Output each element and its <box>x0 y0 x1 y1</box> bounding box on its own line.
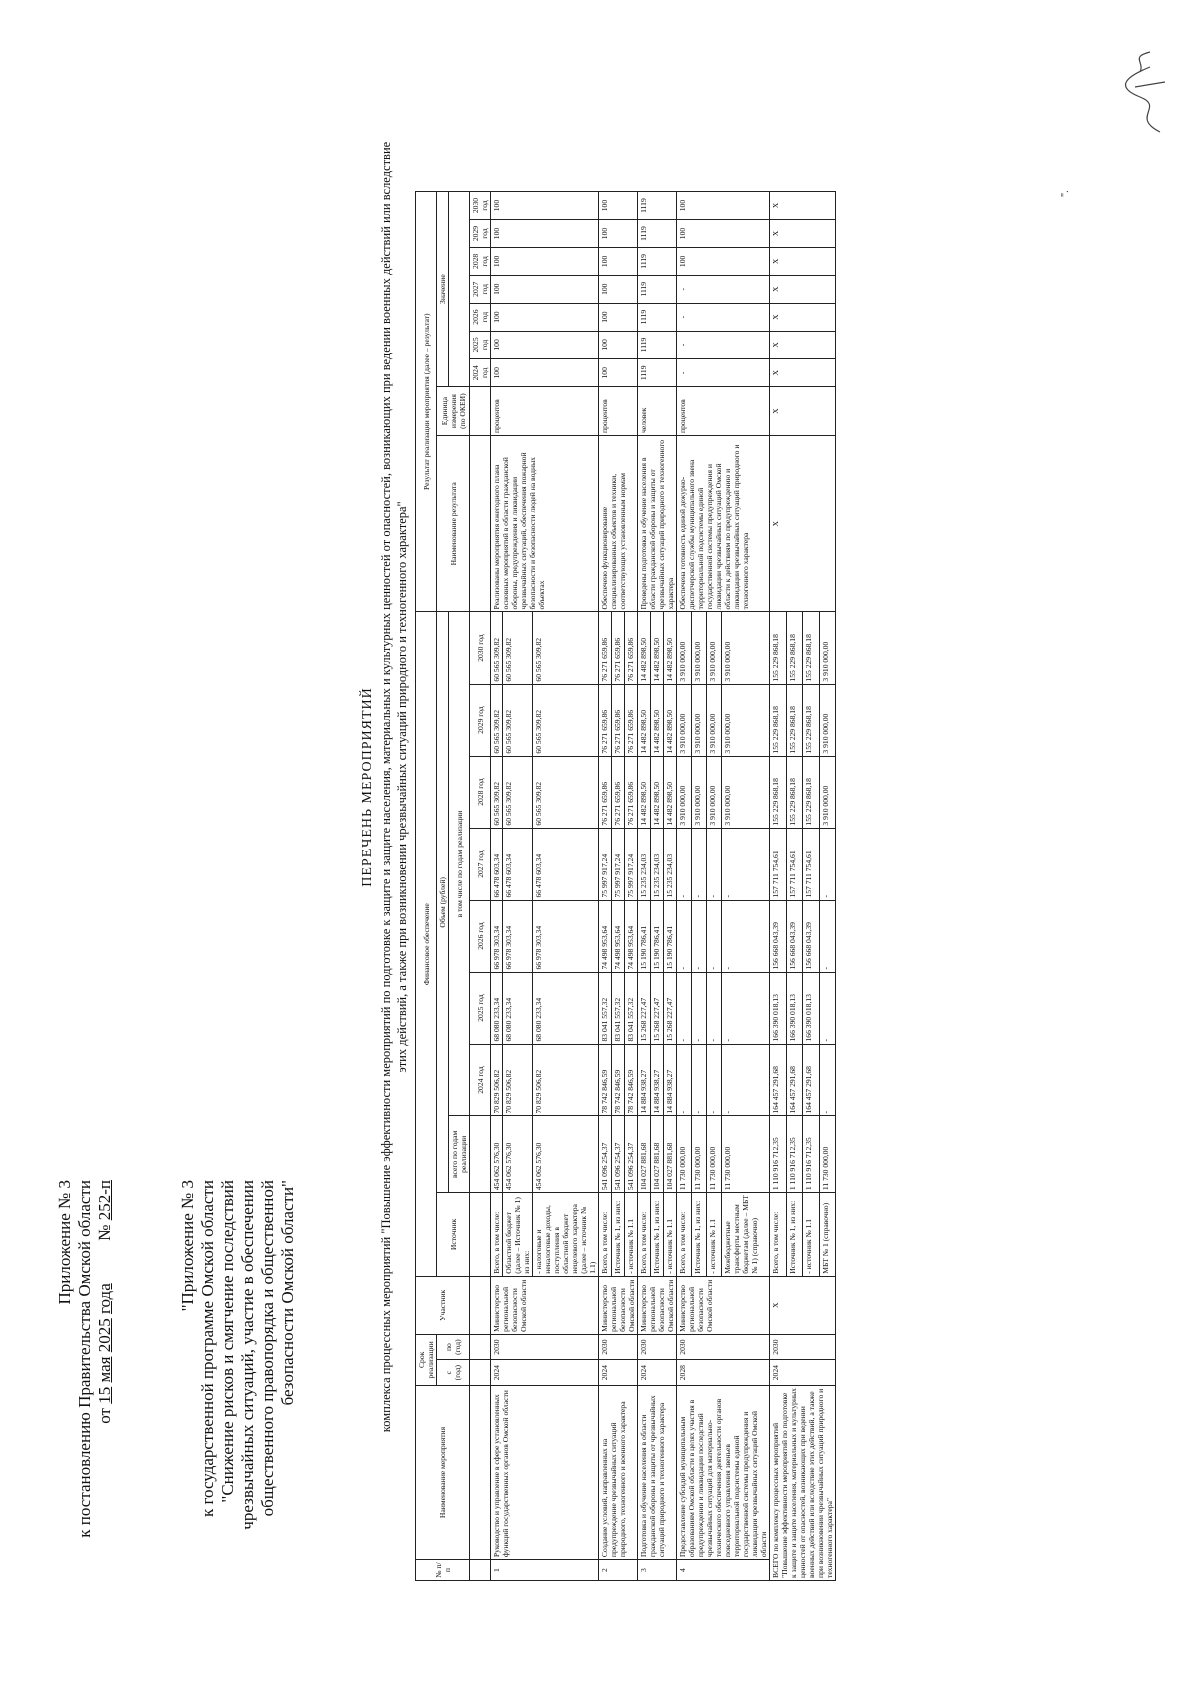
source-total: 454 062 576,30 <box>533 1116 599 1193</box>
header-spacer <box>470 387 491 436</box>
result-name: Реализованы мероприятия ежегодного плана основных мероприятий в области гражданской обороны, предупреждения и ликвидации чрезвычайных ситуаций, обеспечения пожарной безопасности и безопасности людей на водных объектах <box>491 436 599 613</box>
header-spacer <box>470 436 491 613</box>
year-value: 60 565 309,82 <box>503 756 533 828</box>
result-value: 100 <box>677 220 770 248</box>
row-num: 2 <box>599 1560 638 1581</box>
year-value: 157 711 754,61 <box>786 828 803 900</box>
year-value: 15 268 227,47 <box>638 972 651 1044</box>
year-value: 83 041 557,32 <box>625 972 638 1044</box>
year-value: - <box>819 1044 836 1116</box>
result-unit: процентов <box>599 387 638 436</box>
sub-appendix-label: "Приложение № 3 <box>178 1180 197 1312</box>
source-label: - источник № 1.1 <box>803 1193 820 1277</box>
table-row <box>599 192 612 1581</box>
year-value: 3 910 000,00 <box>819 756 836 828</box>
year-value: 3 910 000,00 <box>819 612 836 684</box>
year-value: - <box>677 828 692 900</box>
col-volume: Объем (рублей) <box>437 612 449 1193</box>
year-value: - <box>721 972 769 1044</box>
year-value: 166 390 018,13 <box>803 972 820 1044</box>
year-value: 14 884 938,27 <box>664 1044 677 1116</box>
row-num: 4 <box>677 1560 770 1581</box>
year-value: - <box>706 900 721 972</box>
year-value: 3 910 000,00 <box>706 612 721 684</box>
result-value: 1119 <box>638 247 677 275</box>
source-total: 11 730 000,00 <box>677 1116 692 1193</box>
source-label: Всего, в том числе: <box>677 1193 692 1277</box>
source-total: 541 096 254,37 <box>625 1116 638 1193</box>
year-value: 75 997 917,24 <box>599 828 612 900</box>
year-value: - <box>706 1044 721 1116</box>
row-participant: Министерство региональной безопасности Омской области <box>677 1276 770 1334</box>
year-value: 76 271 659,86 <box>612 612 625 684</box>
year-value: 3 910 000,00 <box>819 684 836 756</box>
year-value: 14 482 898,50 <box>651 756 664 828</box>
year-value: 166 390 018,13 <box>786 972 803 1044</box>
year-value: 14 482 898,50 <box>638 756 651 828</box>
year-value: 60 565 309,82 <box>491 612 503 684</box>
year-value: 155 229 868,18 <box>803 756 820 828</box>
result-value: 1119 <box>638 192 677 220</box>
year-value: 3 910 000,00 <box>721 612 769 684</box>
col-name: Наименование мероприятия <box>416 1385 470 1559</box>
source-total: 1 110 916 712,35 <box>786 1116 803 1193</box>
year-value: 155 229 868,18 <box>786 756 803 828</box>
year-value: 3 910 000,00 <box>691 612 706 684</box>
result-value: - <box>677 303 770 331</box>
year-col-header: 2029 год <box>470 684 491 756</box>
source-total: 1 110 916 712,35 <box>803 1116 820 1193</box>
result-value: 1119 <box>638 359 677 387</box>
year-value: 76 271 659,86 <box>599 756 612 828</box>
year-value: 14 482 898,50 <box>664 684 677 756</box>
appendix-date: от 15 мая 2025 года № 252-п <box>95 1180 114 1424</box>
sub-line: безопасности Омской области" <box>278 1180 297 1406</box>
row-participant: X <box>770 1276 836 1334</box>
year-value: 60 565 309,82 <box>533 756 599 828</box>
year-value: 70 829 506,82 <box>503 1044 533 1116</box>
year-value: - <box>677 900 692 972</box>
source-total: 1 110 916 712,35 <box>770 1116 787 1193</box>
result-value: X <box>770 303 836 331</box>
row-name: Подготовка и обучение населения в области гражданской обороны и защиты от чрезвычайных ситуаций природного и техногенного характера <box>638 1385 677 1559</box>
year-value: 14 482 898,50 <box>638 684 651 756</box>
result-unit: X <box>770 387 836 436</box>
source-label: - источник № 1.1 <box>664 1193 677 1277</box>
year-value: 66 978 303,34 <box>533 900 599 972</box>
year-value: 75 997 917,24 <box>612 828 625 900</box>
year-value: 155 229 868,18 <box>786 612 803 684</box>
year-col-header: 2026 год <box>470 900 491 972</box>
result-value: 100 <box>599 275 638 303</box>
row-from: 2028 <box>677 1360 770 1386</box>
year-value: 15 190 786,41 <box>638 900 651 972</box>
year-value: - <box>819 972 836 1044</box>
year-value: 3 910 000,00 <box>677 612 692 684</box>
year-value: 60 565 309,82 <box>503 684 533 756</box>
year-value: 155 229 868,18 <box>786 684 803 756</box>
year-value: 74 498 953,64 <box>599 900 612 972</box>
year-value: 68 080 233,34 <box>533 972 599 1044</box>
table-row <box>677 192 692 1581</box>
value-year-col-header: 2025 год <box>470 331 491 359</box>
year-value: 83 041 557,32 <box>612 972 625 1044</box>
source-label: Источник № 1, из них: <box>612 1193 625 1277</box>
year-value: 60 565 309,82 <box>533 612 599 684</box>
source-total: 541 096 254,37 <box>612 1116 625 1193</box>
appendix-to: к постановлению Правительства Омской области <box>75 1180 94 1538</box>
result-name: Обеспечено функционирование специализированных объектов и техники, соответствующих установленным нормам <box>599 436 638 613</box>
source-total: 104 027 881,68 <box>638 1116 651 1193</box>
header-spacer <box>470 1116 491 1193</box>
year-value: 14 482 898,50 <box>638 612 651 684</box>
year-value: 156 668 043,39 <box>786 900 803 972</box>
result-value: - <box>677 331 770 359</box>
year-value: 156 668 043,39 <box>770 900 787 972</box>
year-col-header: 2028 год <box>470 756 491 828</box>
col-source: Источник <box>437 1193 470 1277</box>
result-value: X <box>770 359 836 387</box>
year-value: - <box>677 972 692 1044</box>
row-name: Создание условий, направленных на предупреждение чрезвычайных ситуаций природного, техногенного и военного характера <box>599 1385 638 1559</box>
year-value: 66 478 603,34 <box>503 828 533 900</box>
year-value: 15 268 227,47 <box>651 972 664 1044</box>
result-value: 1119 <box>638 303 677 331</box>
result-value: 100 <box>491 359 599 387</box>
source-label: Источник № 1, из них: <box>786 1193 803 1277</box>
year-value: 14 482 898,50 <box>664 756 677 828</box>
sub-line: чрезвычайных ситуаций, участие в обеспечении <box>238 1180 257 1530</box>
year-value: - <box>721 828 769 900</box>
row-to: 2030 <box>677 1334 770 1360</box>
year-value: 15 190 786,41 <box>664 900 677 972</box>
year-value: 68 080 233,34 <box>491 972 503 1044</box>
year-value: 15 235 234,03 <box>651 828 664 900</box>
header-spacer <box>470 1360 491 1386</box>
page-title: ПЕРЕЧЕНЬ МЕРОПРИЯТИЙ <box>360 687 375 887</box>
result-value: 1119 <box>638 220 677 248</box>
result-value: 1119 <box>638 275 677 303</box>
year-value: 74 498 953,64 <box>625 900 638 972</box>
year-col-header: 2025 год <box>470 972 491 1044</box>
result-value: 100 <box>491 303 599 331</box>
year-value: 3 910 000,00 <box>691 684 706 756</box>
year-value: - <box>691 900 706 972</box>
year-value: 60 565 309,82 <box>503 612 533 684</box>
source-total: 541 096 254,37 <box>599 1116 612 1193</box>
year-value: - <box>691 828 706 900</box>
year-value: 14 884 938,27 <box>638 1044 651 1116</box>
value-year-col-header: 2026 год <box>470 303 491 331</box>
source-total: 11 730 000,00 <box>691 1116 706 1193</box>
row-to: 2030 <box>491 1334 599 1360</box>
year-value: 74 498 953,64 <box>612 900 625 972</box>
year-value: 155 229 868,18 <box>770 756 787 828</box>
header-spacer <box>470 1276 491 1334</box>
year-value: 83 041 557,32 <box>599 972 612 1044</box>
year-value: 3 910 000,00 <box>721 684 769 756</box>
table-body <box>491 192 836 1581</box>
row-num: 1 <box>491 1560 599 1581</box>
source-label: - источник № 1.1 <box>706 1193 721 1277</box>
col-result-name: Наименование результата <box>437 436 470 613</box>
table-row <box>491 192 503 1581</box>
result-value: 100 <box>491 331 599 359</box>
source-label: Областной бюджет (далее – Источник № 1) из них: <box>503 1193 533 1277</box>
result-value: 100 <box>599 220 638 248</box>
header-spacer <box>470 1193 491 1277</box>
header-spacer <box>470 1334 491 1360</box>
source-label: Источник № 1, из них: <box>691 1193 706 1277</box>
year-value: - <box>691 972 706 1044</box>
year-value: - <box>691 1044 706 1116</box>
source-total: 11 730 000,00 <box>819 1116 836 1193</box>
year-col-header: 2027 год <box>470 828 491 900</box>
source-label: Всего, в том числе: <box>638 1193 651 1277</box>
year-value: 3 910 000,00 <box>721 756 769 828</box>
year-value: 15 235 234,03 <box>638 828 651 900</box>
result-unit: человек <box>638 387 677 436</box>
row-from: 2024 <box>770 1360 836 1386</box>
year-value: 155 229 868,18 <box>803 612 820 684</box>
result-value: 100 <box>491 192 599 220</box>
year-value: 66 478 603,34 <box>533 828 599 900</box>
value-years-group <box>449 192 470 387</box>
source-label: Межбюджетные трансферты местным бюджетам (далее – МБТ № 1) (справочно) <box>721 1193 769 1277</box>
year-value: 166 390 018,13 <box>770 972 787 1044</box>
source-total: 104 027 881,68 <box>664 1116 677 1193</box>
year-value: 60 565 309,82 <box>491 684 503 756</box>
appendix-label: Приложение № 3 <box>55 1180 74 1305</box>
year-value: 78 742 846,59 <box>625 1044 638 1116</box>
source-label: - источник № 1.1 <box>625 1193 638 1277</box>
col-term: Срок реализации <box>416 1334 437 1385</box>
result-name: X <box>770 436 836 613</box>
year-value: - <box>677 1044 692 1116</box>
year-value: 15 190 786,41 <box>651 900 664 972</box>
year-value: - <box>706 828 721 900</box>
year-value: 66 478 603,34 <box>491 828 503 900</box>
appendix-header <box>55 1180 115 1538</box>
header-spacer <box>470 1385 491 1559</box>
program-appendix-header <box>178 1180 298 1530</box>
year-value: 78 742 846,59 <box>599 1044 612 1116</box>
year-value: 164 457 291,68 <box>770 1044 787 1116</box>
header-spacer <box>470 1560 491 1581</box>
year-value: 3 910 000,00 <box>691 756 706 828</box>
year-value: - <box>819 900 836 972</box>
sub-line: "Снижение рисков и смягчение последствий <box>218 1180 237 1503</box>
year-value: 66 978 303,34 <box>491 900 503 972</box>
row-name: Предоставление субсидий муниципальным образованиям Омской области в целях участия в предупреждении и ликвидации последствий чрезвычайных ситуаций для материально-технического обеспечения деятельности органов повседневного управления звеньев территориальной подсистемы единой государственной системы предупреждения и ликвидации чрезвычайных ситуаций Омской области <box>677 1385 770 1559</box>
table-row <box>638 192 651 1581</box>
result-value: 100 <box>599 303 638 331</box>
source-total: 11 730 000,00 <box>706 1116 721 1193</box>
year-subheader-row <box>470 192 491 1581</box>
col-participant: Участник <box>416 1276 470 1334</box>
year-value: 164 457 291,68 <box>803 1044 820 1116</box>
result-value: 100 <box>599 359 638 387</box>
col-financing: Финансовое обеспечение <box>416 612 437 1276</box>
source-label: МБТ № 1 (справочно) <box>819 1193 836 1277</box>
measures-table <box>415 191 836 1581</box>
source-label: Источник № 1, из них: <box>651 1193 664 1277</box>
year-value: 156 668 043,39 <box>803 900 820 972</box>
year-value: 68 080 233,34 <box>503 972 533 1044</box>
result-value: 100 <box>599 331 638 359</box>
col-incl-years: в том числе по годам реализации <box>449 612 470 1116</box>
year-value: - <box>721 1044 769 1116</box>
year-value: - <box>721 900 769 972</box>
year-value: 78 742 846,59 <box>612 1044 625 1116</box>
closing-quote: ". <box>1060 190 1071 197</box>
row-participant: Министерство региональной безопасности Омской области <box>638 1276 677 1334</box>
value-year-col-header: 2030 год <box>470 192 491 220</box>
year-value: 3 910 000,00 <box>677 756 692 828</box>
row-from: 2024 <box>638 1360 677 1386</box>
result-unit: процентов <box>491 387 599 436</box>
title-block <box>360 137 410 1437</box>
year-value: 75 997 917,24 <box>625 828 638 900</box>
value-year-col-header: 2029 год <box>470 220 491 248</box>
year-value: 60 565 309,82 <box>491 756 503 828</box>
year-value: 76 271 659,86 <box>599 684 612 756</box>
value-year-col-header: 2024 год <box>470 359 491 387</box>
result-value: - <box>677 359 770 387</box>
year-value: 3 910 000,00 <box>706 756 721 828</box>
year-value: - <box>819 828 836 900</box>
row-to: 2030 <box>599 1334 638 1360</box>
year-value: 76 271 659,86 <box>625 612 638 684</box>
result-value: 100 <box>677 192 770 220</box>
year-value: 3 910 000,00 <box>677 684 692 756</box>
signature-mark <box>1120 47 1170 137</box>
year-value: 76 271 659,86 <box>612 756 625 828</box>
year-value: 60 565 309,82 <box>533 684 599 756</box>
source-total: 454 062 576,30 <box>491 1116 503 1193</box>
year-value: 76 271 659,86 <box>625 684 638 756</box>
sub-line: общественного правопорядка и общественной <box>258 1180 277 1517</box>
result-value: X <box>770 275 836 303</box>
year-value: 14 482 898,50 <box>664 612 677 684</box>
year-value: 76 271 659,86 <box>625 756 638 828</box>
row-from: 2024 <box>599 1360 638 1386</box>
year-value: 14 482 898,50 <box>651 684 664 756</box>
col-total: всего по годам реализации <box>449 1116 470 1193</box>
year-value: - <box>706 972 721 1044</box>
source-label: - налоговые и неналоговые доходы, поступления в областной бюджет нецелевого характера (далее – источник № 1.1) <box>533 1193 599 1277</box>
row-participant: Министерство региональной безопасности Омской области <box>491 1276 599 1334</box>
result-value: X <box>770 220 836 248</box>
result-value: 100 <box>677 247 770 275</box>
sub-line: к государственной программе Омской области <box>198 1180 217 1517</box>
year-value: 15 268 227,47 <box>664 972 677 1044</box>
year-value: 76 271 659,86 <box>612 684 625 756</box>
page-subtitle: комплекса процессных мероприятий "Повышение эффективности мероприятий по подготовке к защите и защите населения, материальных и культурных ценностей от опасностей, возникающих при ведении военных действий или вследствие этих действий, а также при возникновении чрезвычайных ситуаций природного и техногенного характера" <box>379 141 409 1433</box>
year-value: 3 910 000,00 <box>706 684 721 756</box>
col-from: с (год) <box>437 1360 470 1386</box>
row-name: Руководство и управление в сфере установленных функций государственных органов Омской области <box>491 1385 599 1559</box>
result-value: X <box>770 331 836 359</box>
col-unit: Единица измерения (по ОКЕИ) <box>437 387 470 436</box>
row-to: 2030 <box>770 1334 836 1360</box>
year-col-header: 2030 год <box>470 612 491 684</box>
result-name: Обеспечена готовность единой дежурно-диспетчерской службы муниципального звена территориальной подсистемы единой государственной системы предупреждения и ликвидации чрезвычайных ситуаций Омской области к действиям по предупреждению и ликвидации чрезвычайных ситуаций природного и техногенного характера <box>677 436 770 613</box>
total-row <box>770 192 787 1581</box>
year-value: 157 711 754,61 <box>770 828 787 900</box>
row-from: 2024 <box>491 1360 599 1386</box>
year-value: 76 271 659,86 <box>599 612 612 684</box>
col-to: по (год) <box>437 1334 470 1360</box>
year-value: 14 884 938,27 <box>651 1044 664 1116</box>
value-year-col-header: 2027 год <box>470 275 491 303</box>
source-label: Всего, в том числе: <box>491 1193 503 1277</box>
value-year-col-header: 2028 год <box>470 247 491 275</box>
source-total: 104 027 881,68 <box>651 1116 664 1193</box>
result-value: 100 <box>599 192 638 220</box>
col-result: Результат реализации мероприятия (далее – результат) <box>416 192 437 613</box>
result-value: - <box>677 275 770 303</box>
result-value: 100 <box>599 247 638 275</box>
year-col-header: 2024 год <box>470 1044 491 1116</box>
row-to: 2030 <box>638 1334 677 1360</box>
result-value: 100 <box>491 275 599 303</box>
source-total: 454 062 576,30 <box>503 1116 533 1193</box>
row-name: ВСЕГО по комплексу процессных мероприятий "Повышение эффективности мероприятий по подготовке к защите и защите населения, материальных и культурных ценностей от опасностей, возникающих при ведении военных действий или вследствие этих действий, а также при возникновении чрезвычайных ситуаций природного и техногенного характера" <box>770 1385 836 1580</box>
year-value: 155 229 868,18 <box>803 684 820 756</box>
year-value: 15 235 234,03 <box>664 828 677 900</box>
result-value: 100 <box>491 220 599 248</box>
source-total: 11 730 000,00 <box>721 1116 769 1193</box>
result-value: 1119 <box>638 331 677 359</box>
row-participant: Министерство региональной безопасности Омской области <box>599 1276 638 1334</box>
year-value: 155 229 868,18 <box>770 684 787 756</box>
result-value: X <box>770 192 836 220</box>
year-value: 66 978 303,34 <box>503 900 533 972</box>
result-name: Проведены подготовка и обучение населения в области гражданской обороны и защиты от чрезвычайных ситуаций природного и техногенного характера <box>638 436 677 613</box>
result-unit: процентов <box>677 387 770 436</box>
result-value: X <box>770 247 836 275</box>
year-value: 14 482 898,50 <box>651 612 664 684</box>
row-num: 3 <box>638 1560 677 1581</box>
col-num: № п/п <box>416 1560 470 1581</box>
year-value: 157 711 754,61 <box>803 828 820 900</box>
col-value: Значение <box>437 192 449 387</box>
source-label: Всего, в том числе: <box>770 1193 787 1277</box>
year-value: 164 457 291,68 <box>786 1044 803 1116</box>
year-value: 70 829 506,82 <box>533 1044 599 1116</box>
year-value: 155 229 868,18 <box>770 612 787 684</box>
result-value: 100 <box>491 247 599 275</box>
source-label: Всего, в том числе: <box>599 1193 612 1277</box>
year-value: 70 829 506,82 <box>491 1044 503 1116</box>
